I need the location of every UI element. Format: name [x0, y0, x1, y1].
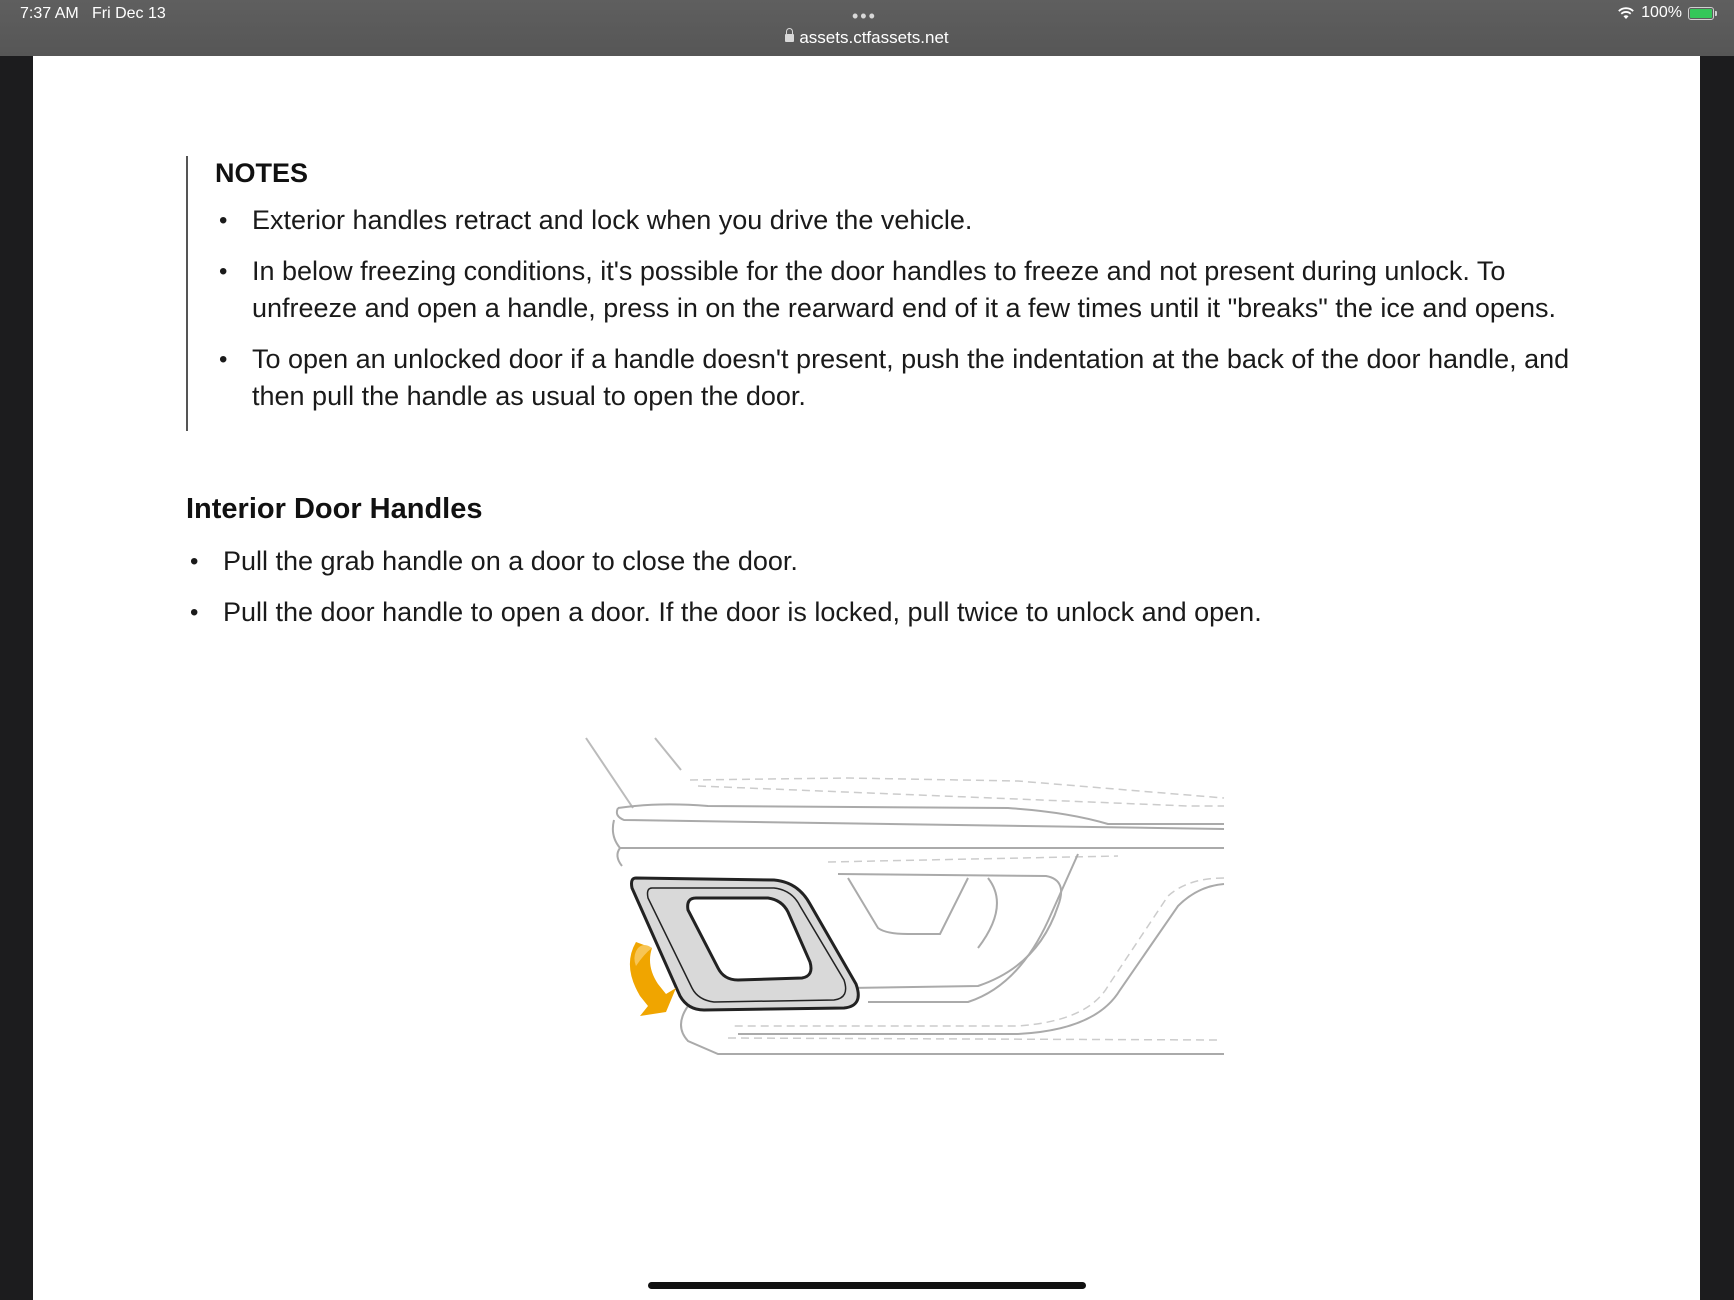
address-bar[interactable]: [0, 28, 1734, 48]
status-date: Fri Dec 13: [92, 5, 166, 22]
list-item: • Pull the door handle to open a door. If the door is locked, pull twice to unlock and open.: [186, 594, 1586, 631]
status-time: 7:37 AM: [20, 5, 79, 22]
list-item: • In below freezing conditions, it's possible for the door handles to freeze and not present during unlock. To unfreeze and open a handle, press in on the rearward end of it a few times until it "breaks" the ice and opens.: [215, 253, 1615, 327]
battery-icon: [1688, 7, 1714, 20]
wifi-icon: [1617, 6, 1635, 20]
lock-icon: [785, 34, 794, 42]
list-item: • To open an unlocked door if a handle doesn't present, push the indentation at the back of the door handle, and then pull the handle as usual to open the door.: [215, 341, 1615, 415]
home-indicator[interactable]: [648, 1282, 1086, 1289]
multitasking-dots[interactable]: •••: [852, 6, 877, 26]
notes-callout: [186, 156, 1615, 431]
list-item: • Pull the grab handle on a door to close the door.: [186, 543, 1586, 580]
status-indicators: [1617, 4, 1714, 22]
list-item: • Exterior handles retract and lock when you drive the vehicle.: [215, 202, 1615, 239]
notes-list: [215, 202, 1615, 415]
interior-list: [186, 543, 1586, 631]
battery-percent: 100%: [1641, 4, 1682, 21]
section-title: Interior Door Handles: [186, 493, 483, 525]
status-bar: [0, 0, 1734, 56]
document-page: [33, 56, 1700, 1300]
notes-title: NOTES: [215, 158, 309, 188]
door-handle-illustration: [548, 666, 1228, 1066]
url-text: assets.ctfassets.net: [799, 28, 949, 47]
